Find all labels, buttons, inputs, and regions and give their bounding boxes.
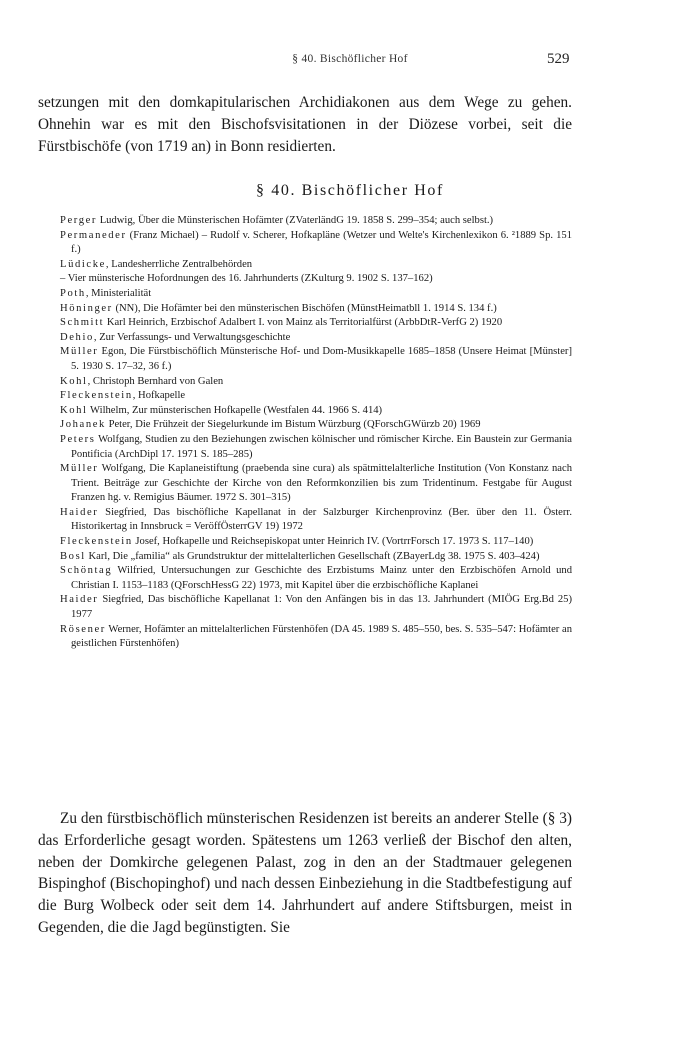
bibliography-author: Peters	[60, 433, 96, 445]
bibliography-text: , Ministerialität	[85, 287, 152, 299]
bibliography-text: Wilhelm, Zur münsterischen Hofkapelle (Westfalen 44. 1966 S. 414)	[87, 404, 383, 416]
bibliography-text: (Franz Michael) – Rudolf v. Scherer, Hofkapläne (Wetzer und Welte's Kirchenlexikon 6. ²1889 Sp. 151 f.)	[71, 229, 572, 256]
bibliography-entry	[60, 623, 572, 652]
intro-paragraph: setzungen mit den domkapitularischen Archidiakonen aus dem Wege zu gehen. Ohnehin war es mit den Bischofsvisitationen in der Diözese vorbei, seit die Fürstbischöfe (von 1719 an) in Bonn residierten.	[38, 94, 572, 155]
bibliography-text: Karl Heinrich, Erzbischof Adalbert I. von Mainz als Territorialfürst (ArbbDtR-VerfG 2) 1920	[104, 317, 503, 329]
bibliography-text: , Christoph Bernhard von Galen	[87, 375, 224, 387]
bibliography-author: Perger	[60, 215, 98, 226]
bibliography-author: Schmitt	[60, 317, 105, 329]
bibliography-text: Peter, Die Frühzeit der Siegelurkunde im Bistum Würzburg (QForschGWürzb 20) 1969	[105, 419, 481, 431]
bibliography-entry	[60, 229, 572, 258]
bibliography-text: Egon, Die Fürstbischöflich Münsterische Hof- und Dom-Musikkapelle 1685–1858 (Unsere Heimat [Münster] 5. 1930 S. 17–32, 36 f.)	[71, 346, 572, 372]
bibliography-author: Kohl	[60, 375, 88, 387]
bibliography-author: Bosl	[60, 550, 86, 562]
bibliography-author: Lüdicke	[60, 258, 106, 270]
bibliography-author: Höninger	[60, 302, 113, 314]
bibliography-text: Josef, Hofkapelle und Reichsepiskopat unter Heinrich IV. (VortrrForsch 17. 1973 S. 117–140)	[132, 536, 534, 548]
bibliography-author: Dehio	[60, 331, 94, 343]
bibliography-entry	[60, 418, 572, 433]
bibliography-author: Fleckenstein	[60, 390, 133, 402]
bibliography-text: Siegfried, Das bischöfliche Kapellanat 1: Von den Anfängen bis in das 13. Jahrhundert (MIÖG Erg.Bd 25) 1977	[71, 594, 572, 621]
bibliography-entry	[60, 272, 572, 287]
bibliography-author: Rösener	[60, 623, 106, 635]
bibliography-author: Schöntag	[60, 565, 113, 577]
bibliography-text: Karl, Die „familia“ als Grundstruktur der mittelalterlichen Gesellschaft (ZBayerLdg 38. 1975 S. 403–424)	[85, 550, 540, 562]
bibliography-author: Fleckenstein	[60, 536, 133, 548]
bibliography-entry	[60, 331, 572, 346]
running-head	[0, 53, 700, 71]
bibliography-entry	[60, 404, 572, 419]
bibliography-text: , Hofkapelle	[132, 390, 186, 402]
bibliography-entry	[60, 302, 572, 317]
bibliography-entry	[60, 506, 572, 535]
bibliography-text: Wolfgang, Studien zu den Beziehungen zwischen kölnischer und römischer Kirche. Ein Baustein zur Germania Pontificia (ArchDipl 17. 1971 S. 185–285)	[71, 433, 572, 460]
bibliography-text: Ludwig, Über die Münsterischen Hofämter (ZVaterländG 19. 1858 S. 299–354; auch selbst.)	[97, 215, 494, 226]
bibliography-text: , Landesherrliche Zentralbehörden	[105, 258, 253, 270]
section-heading: § 40. Bischöflicher Hof	[256, 182, 444, 199]
bibliography-entry	[60, 316, 572, 331]
bibliography-entry	[60, 258, 572, 273]
bibliography-text: Wolfgang, Die Kaplaneistiftung (praebenda sine cura) als spätmittelalterliche Institution (Von Konstanz nach Trient. Beiträge zur Geschichte der Kirche von den Reformkonzilien bis zum Tridentinum. Festgabe für August Franzen hg. v. Remigius Bäumer. 1972 S. 301–315)	[71, 463, 572, 504]
bibliography-author: Poth	[60, 287, 86, 299]
page-number: 529	[547, 51, 570, 67]
bibliography-text: , Zur Verfassungs- und Verwaltungsgeschichte	[93, 331, 291, 343]
bibliography-list	[60, 214, 572, 652]
bibliography-entry	[60, 462, 572, 506]
bibliography-author: Müller	[60, 463, 99, 475]
bibliography-text: Wilfried, Untersuchungen zur Geschichte des Erzbistums Mainz unter den Erzbischöfen Arnold und Christian I. 1153–1183 (QForschHessG 22) 1973, mit Kapitel über die erzbischöfliche Kaplanei	[71, 565, 572, 591]
bibliography-entry	[60, 433, 572, 462]
bibliography-entry	[60, 535, 572, 550]
bibliography-author: Kohl	[60, 404, 88, 416]
running-head-title: § 40. Bischöflicher Hof	[292, 53, 408, 65]
bibliography-text: – Vier münsterische Hofordnungen des 16. Jahrhunderts (ZKulturg 9. 1902 S. 137–162)	[60, 273, 433, 285]
bibliography-entry	[60, 375, 572, 390]
closing-paragraph	[38, 808, 572, 939]
bibliography-entry	[60, 214, 572, 229]
bibliography-text: (NN), Die Hofämter bei den münsterischen Bischöfen (MünstHeimatbll 1. 1914 S. 134 f.)	[112, 302, 497, 314]
bibliography-author: Permaneder	[60, 229, 127, 241]
bibliography-text: Werner, Hofämter an mittelalterlichen Fürstenhöfen (DA 45. 1989 S. 485–550, bes. S. 535–547: Hofämter an geistlichen Fürstenhöfen)	[71, 623, 572, 650]
bibliography-text: Siegfried, Das bischöfliche Kapellanat in der Salzburger Kirchenprovinz (Ber. über den 11. Österr. Historikertag in Innsbruck = VeröffÖsterrGV 19) 1972	[71, 506, 572, 533]
closing-paragraph-text: Zu den fürstbischöflich münsterischen Residenzen ist bereits an anderer Stelle (§ 3) das Erforderliche gesagt worden. Spätestens um 1263 verließ der Bischof den alten, neben der Domkirche gelegenen Palast, zog in den an der Stadtmauer gelegenen Bispinghof (Bischopinghof) und nach dessen Einbeziehung in die Stadtbefestigung auf die Burg Wolbeck oder seit dem 14. Jahrhundert auf andere Stiftsburgen, meist in Gegenden, die die Jagd begünstigten. Sie	[38, 810, 572, 936]
bibliography-author: Johanek	[60, 419, 106, 431]
bibliography-author: Müller	[60, 346, 99, 358]
bibliography-entry	[60, 564, 572, 593]
bibliography-entry	[60, 389, 572, 404]
bibliography-author: Haider	[60, 594, 99, 606]
bibliography-entry	[60, 345, 572, 374]
bibliography-entry	[60, 550, 572, 565]
bibliography-entry	[60, 593, 572, 622]
bibliography-author: Haider	[60, 506, 99, 518]
bibliography-entry	[60, 287, 572, 302]
